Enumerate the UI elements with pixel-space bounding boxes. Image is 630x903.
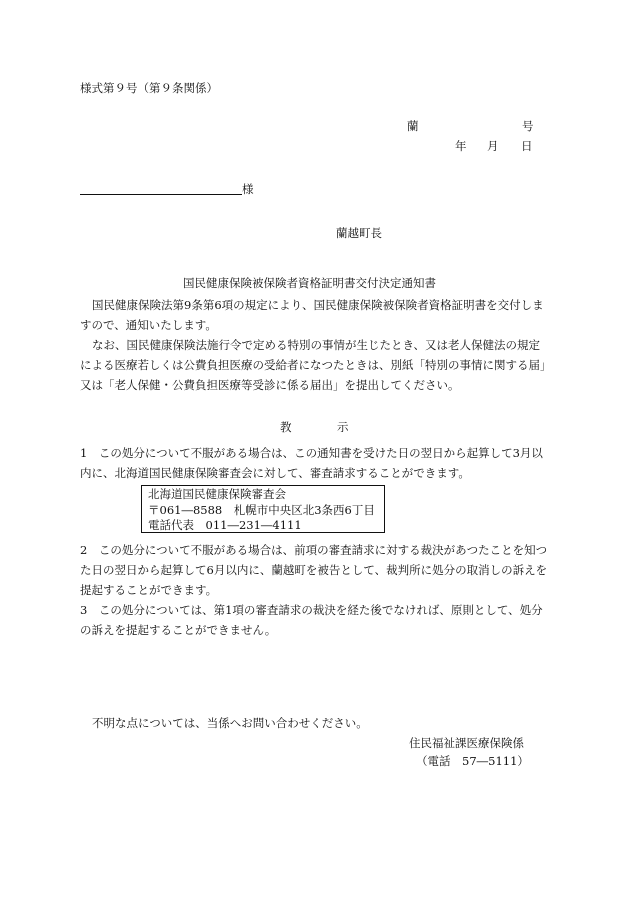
issuer: 蘭越町長: [336, 226, 382, 240]
body-paragraph-2: なお、国民健康保険法施行令で定める特別の事情が生じたとき、又は老人保健法の規定による医療若しくは公費負担医療の受給者になつたときは、別紙「特別の事情に関する届」又は「老人保健・公費負担医療等受診に係る届出」を提出してください。: [80, 338, 546, 392]
footer-inquiry: 不明な点については、当係へお問い合わせください。: [92, 716, 368, 730]
header-ran: 蘭: [407, 119, 419, 133]
instruction-heading-2: 示: [337, 420, 349, 434]
item-number: 2: [80, 543, 88, 557]
item-text: この処分について不服がある場合は、前項の審査請求に対する裁決があつたことを知つた日の翌日から起算して6月以内に、蘭越町を被告として、裁判所に処分の取消しの訴えを提起することができます。: [80, 543, 548, 597]
address-box-phone: 電話代表 011―231―4111: [148, 518, 302, 532]
instruction-heading-1: 教: [280, 420, 292, 434]
header-hi: 日: [521, 139, 533, 153]
header-go: 号: [522, 119, 534, 133]
address-box: [141, 485, 385, 533]
header-tsuki: 月: [487, 139, 499, 153]
address-box-address: 〒061―8588 札幌市中央区北3条西6丁目: [148, 502, 375, 517]
recipient-name-line: [80, 194, 242, 195]
instruction-item-2: [80, 540, 550, 600]
item-text: この処分について不服がある場合は、この通知書を受けた日の翌日から起算して3月以内に、北海道国民健康保険審査会に対して、審査請求することができます。: [80, 446, 543, 480]
body-paragraph-1: 国民健康保険法第9条第6項の規定により、国民健康保険被保険者資格証明書を交付しますので、通知いたします。: [80, 298, 544, 332]
form-label: 様式第９号（第９条関係）: [80, 81, 218, 95]
instruction-item-1: [80, 443, 550, 483]
item-number: 1: [80, 446, 88, 460]
instruction-item-3: [80, 600, 550, 640]
document-title: 国民健康保険被保険者資格証明書交付決定通知書: [183, 276, 436, 290]
item-number: 3: [80, 603, 88, 617]
recipient-sama: 様: [242, 182, 254, 196]
address-box-name: 北海道国民健康保険審査会: [148, 487, 286, 501]
header-nen: 年: [455, 139, 467, 153]
item-text: この処分については、第1項の審査請求の裁決を経た後でなければ、原則として、処分の訴えを提起することができません。: [80, 603, 543, 637]
footer-department: 住民福祉課医療保険係: [409, 736, 524, 750]
footer-phone: （電話 57―5111）: [416, 754, 529, 768]
